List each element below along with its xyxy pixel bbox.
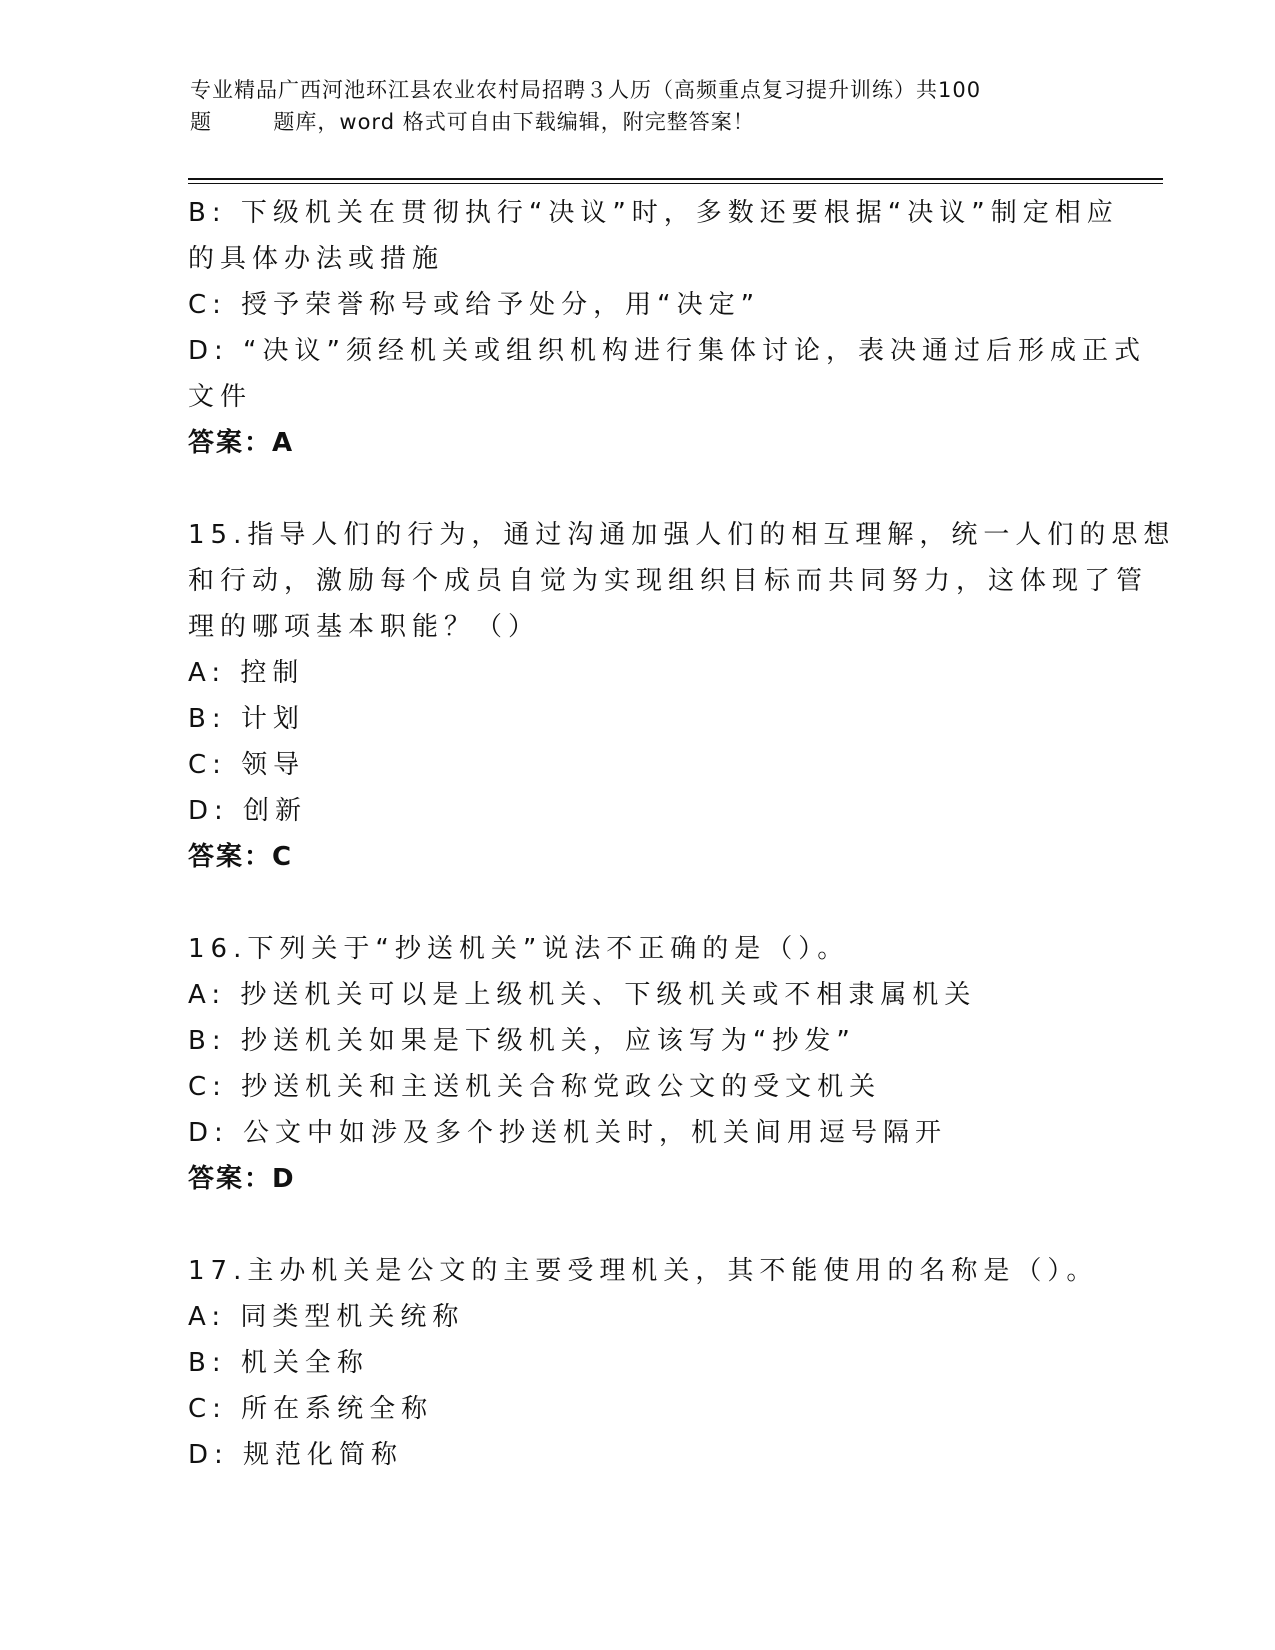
answer: 答案：D [188,1164,296,1194]
option-b-line-2: 的具体办法或措施 [188,244,445,274]
question-text-line-1: 15.指导人们的行为，通过沟通加强人们的相互理解，统一人们的思想 [188,520,1176,550]
question-text: 16.下列关于“抄送机关”说法不正确的是（）。 [188,934,850,964]
header-title-line-1: 专业精品广西河池环江县农业农村局招聘３人历（高频重点复习提升训练）共100 [190,78,982,102]
question-text: 17.主办机关是公文的主要受理机关，其不能使用的名称是（）。 [188,1256,1099,1286]
question-17 [188,1248,1099,1478]
option-b: B: 机关全称 [188,1348,369,1378]
previous-question-tail [188,190,1146,466]
option-d: D: 创新 [188,796,308,826]
header-title-line-2: 题 题库，word 格式可自由下载编辑，附完整答案！ [190,110,755,134]
question-content [188,190,1176,1478]
option-c: C: 抄送机关和主送机关合称党政公文的受文机关 [188,1072,882,1102]
option-b: B: 计划 [188,704,305,734]
header-rule-thick [188,178,1163,180]
header-rule-thin [188,183,1163,184]
question-15 [188,512,1176,880]
question-text-line-2: 和行动，激励每个成员自觉为实现组织目标而共同努力，这体现了管 [188,566,1149,596]
option-b-line-1: B: 下级机关在贯彻执行“决议”时，多数还要根据“决议”制定相应 [188,198,1119,228]
option-d-line-1: D: “决议”须经机关或组织机构进行集体讨论，表决通过后形成正式 [188,336,1146,366]
option-c: C: 授予荣誉称号或给予处分，用“决定” [188,290,761,320]
question-text-line-3: 理的哪项基本职能？（） [188,612,541,642]
option-a: A: 同类型机关统称 [188,1302,465,1332]
answer: 答案：C [188,842,294,872]
option-c: C: 领导 [188,750,306,780]
option-d-line-2: 文件 [188,382,253,412]
option-d: D: 公文中如涉及多个抄送机关时，机关间用逗号隔开 [188,1118,948,1148]
option-a: A: 控制 [188,658,305,688]
document-header [190,74,1090,138]
question-16 [188,926,1088,1202]
option-a: A: 抄送机关可以是上级机关、下级机关或不相隶属机关 [188,980,977,1010]
option-b: B: 抄送机关如果是下级机关，应该写为“抄发” [188,1026,856,1056]
option-c: C: 所在系统全称 [188,1394,434,1424]
option-d: D: 规范化简称 [188,1440,404,1470]
answer: 答案：A [188,428,295,458]
